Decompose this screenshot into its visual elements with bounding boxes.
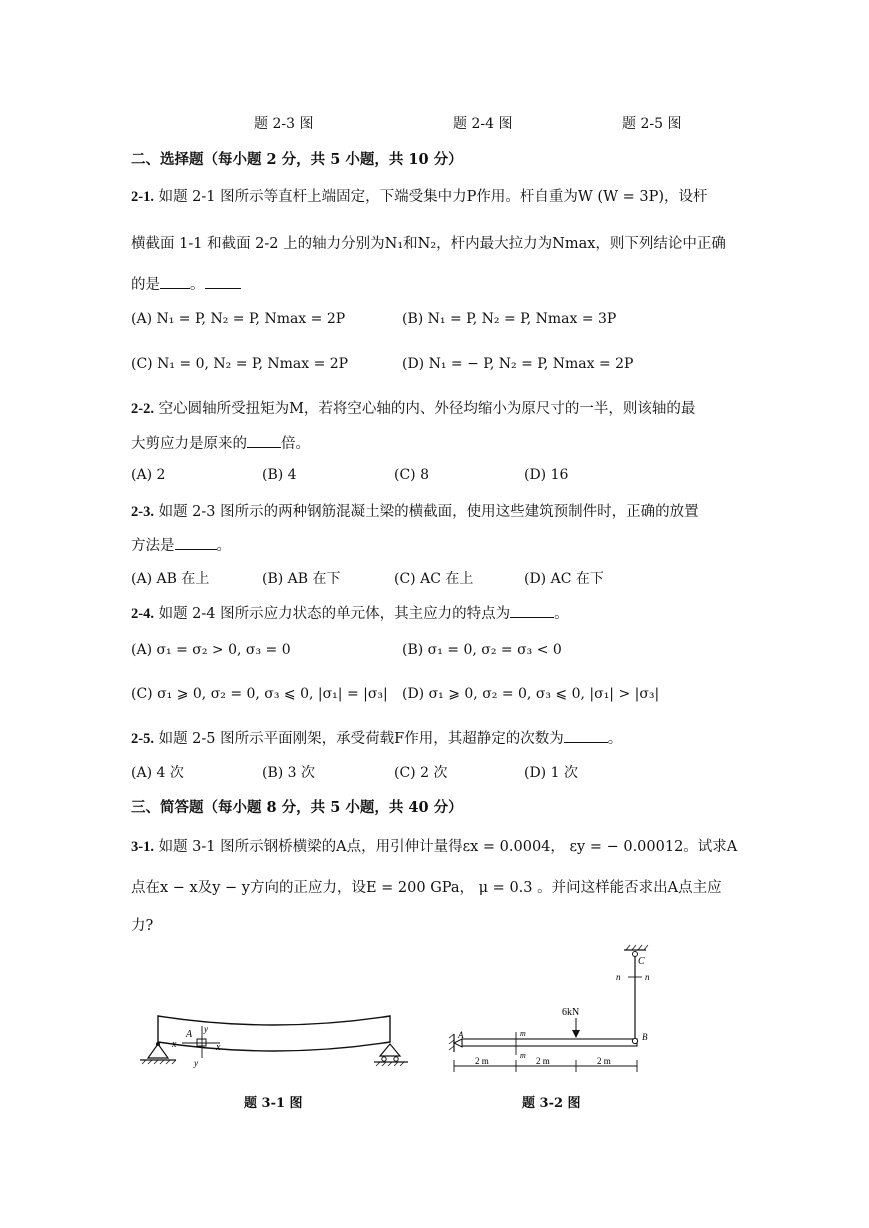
option-2-4-d: (D) σ₁ ⩾ 0, σ₂ = 0, σ₃ ⩽ 0, |σ₁| > |σ₃| <box>402 686 660 702</box>
question-text: 如题 2-4 图所示应力状态的单元体，其主应力的特点为 <box>158 606 511 622</box>
question-number: 2-1. <box>131 189 154 205</box>
answer-blank[interactable] <box>564 728 608 743</box>
question-3-1-line-1 <box>131 835 737 856</box>
option-2-2-b: (B) 4 <box>262 467 297 483</box>
question-text: 的是 <box>131 277 160 293</box>
section-heading-choice: 二、选择题（每小题 2 分，共 5 小题，共 10 分） <box>131 151 463 168</box>
answer-blank[interactable] <box>175 535 217 550</box>
question-2-3-line-2 <box>131 534 231 555</box>
question-text: 如题 2-1 图所示等直杆上端固定，下端受集中力P作用。杆自重为W (W = 3P)，设杆 <box>158 189 708 205</box>
caption-fig-2-5: 题 2-5 图 <box>622 116 682 132</box>
question-number: 2-4. <box>131 606 154 622</box>
roller-icon <box>394 1057 398 1061</box>
option-2-3-d: (D) AC 在下 <box>524 571 604 587</box>
question-text: 方法是 <box>131 538 175 554</box>
option-2-2-a: (A) 2 <box>131 467 166 483</box>
dimension-label-1: 2 m <box>475 1056 489 1066</box>
question-text: 大剪应力是原来的 <box>131 436 247 452</box>
option-2-2-d: (D) 16 <box>524 467 569 483</box>
label-y-top: y <box>204 1024 208 1034</box>
question-text-end: 。 <box>554 606 569 622</box>
caption-fig-3-2: 题 3-2 图 <box>522 1096 581 1111</box>
load-arrow-icon <box>572 1030 580 1038</box>
label-m-bottom: m <box>520 1051 526 1060</box>
option-2-1-b: (B) N₁ = P, N₂ = P, Nmax = 3P <box>402 311 617 327</box>
question-text-end: 倍。 <box>281 436 310 452</box>
left-support-icon <box>148 1044 168 1058</box>
option-2-5-c: (C) 2 次 <box>394 765 448 781</box>
label-A: A <box>458 1030 464 1040</box>
option-2-3-b: (B) AB 在下 <box>262 571 341 587</box>
label-load: 6kN <box>562 1007 580 1018</box>
option-2-1-c: (C) N₁ = 0, N₂ = P, Nmax = 2P <box>131 356 349 372</box>
question-number: 2-2. <box>131 401 154 417</box>
question-2-2-line-2 <box>131 432 310 453</box>
label-x-right: x <box>216 1042 221 1053</box>
option-2-5-a: (A) 4 次 <box>131 765 184 781</box>
top-hinge-icon <box>633 952 638 957</box>
question-text-end: 。 <box>216 538 231 554</box>
question-text: 如题 3-1 图所示钢桥横梁的A点，用引伸计量得εx = 0.0004， εy = − 0.00012。试求A <box>158 839 738 855</box>
question-text: 如题 2-5 图所示平面刚架，承受荷载F作用，其超静定的次数为 <box>158 731 564 747</box>
label-n-left: n <box>616 972 621 982</box>
left-hinge-icon <box>156 1042 160 1046</box>
label-m-top: m <box>520 1029 526 1038</box>
dimension-label-2: 2 m <box>536 1056 550 1066</box>
option-2-5-b: (B) 3 次 <box>262 765 316 781</box>
hinge-B-icon <box>632 1038 637 1043</box>
left-wall-hatch <box>449 1034 454 1050</box>
strain-gauge-icon <box>197 1039 206 1046</box>
answer-blank[interactable] <box>247 433 281 448</box>
caption-fig-3-1: 题 3-1 图 <box>244 1096 303 1111</box>
question-text: 空心圆轴所受扭矩为M，若将空心轴的内、外径均缩小为原尺寸的一半，则该轴的最 <box>158 401 696 417</box>
question-2-4-line-1 <box>131 602 569 623</box>
question-2-3-line-1 <box>131 500 699 521</box>
figure-3-2 <box>440 940 660 1080</box>
section-heading-short-answer: 三、简答题（每小题 8 分，共 5 小题，共 40 分） <box>131 799 463 816</box>
question-text-end: 。 <box>607 731 623 747</box>
option-2-3-c: (C) AC 在上 <box>394 571 474 587</box>
label-B: B <box>642 1032 648 1042</box>
label-C: C <box>638 956 645 967</box>
question-text: 如题 2-3 图所示的两种钢筋混凝土梁的横截面，使用这些建筑预制件时，正确的放置 <box>158 504 699 520</box>
question-text-end: 。 <box>190 277 205 293</box>
option-2-4-b: (B) σ₁ = 0, σ₂ = σ₃ < 0 <box>402 642 562 658</box>
figure-3-1 <box>136 1000 412 1082</box>
question-3-1-line-3: 力? <box>131 918 154 934</box>
question-2-1-line-1 <box>131 185 707 206</box>
beam-outline <box>158 1016 390 1051</box>
label-x-left: x <box>172 1039 177 1050</box>
question-number: 2-5. <box>131 731 154 747</box>
question-number: 3-1. <box>131 839 154 855</box>
roller-icon <box>382 1057 386 1061</box>
top-support-hatch <box>626 945 648 950</box>
option-2-1-a: (A) N₁ = P, N₂ = P, Nmax = 2P <box>131 311 346 327</box>
caption-fig-2-4: 题 2-4 图 <box>453 116 513 132</box>
question-2-5-line-1 <box>131 727 622 748</box>
label-n-right: n <box>645 972 650 982</box>
option-2-2-c: (C) 8 <box>394 467 429 483</box>
answer-blank[interactable] <box>160 274 190 289</box>
option-2-5-d: (D) 1 次 <box>524 765 578 781</box>
right-support-icon <box>380 1044 400 1056</box>
option-2-4-a: (A) σ₁ = σ₂ > 0, σ₃ = 0 <box>131 642 291 658</box>
question-2-1-line-3 <box>131 273 241 294</box>
answer-blank[interactable] <box>205 274 241 289</box>
option-2-3-a: (A) AB 在上 <box>131 571 210 587</box>
question-number: 2-3. <box>131 504 154 520</box>
caption-fig-2-3: 题 2-3 图 <box>254 116 314 132</box>
label-y-bottom: y <box>194 1058 198 1068</box>
answer-blank[interactable] <box>510 603 554 618</box>
question-3-1-line-2: 点在x − x及y − y方向的正应力，设E = 200 GPa， μ = 0.3 。并问这样能否求出A点主应 <box>131 880 722 896</box>
option-2-4-c: (C) σ₁ ⩾ 0, σ₂ = 0, σ₃ ⩽ 0, |σ₁| = |σ₃| <box>131 686 388 702</box>
option-2-1-d: (D) N₁ = − P, N₂ = P, Nmax = 2P <box>402 356 634 372</box>
beam <box>462 1039 637 1046</box>
question-2-1-line-2: 横截面 1-1 和截面 2-2 上的轴力分别为N₁和N₂，杆内最大拉力为Nmax，则下列结论中正确 <box>131 236 726 252</box>
question-2-2-line-1 <box>131 397 695 418</box>
left-pin-icon <box>454 1039 462 1047</box>
label-A: A <box>186 1029 193 1040</box>
dimension-label-3: 2 m <box>597 1056 611 1066</box>
